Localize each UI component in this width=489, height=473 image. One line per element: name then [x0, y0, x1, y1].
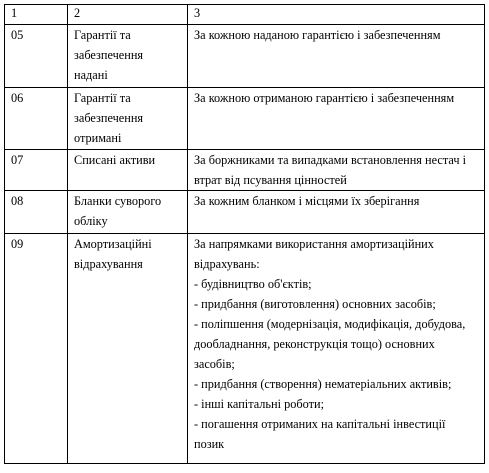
row-code: 05 — [5, 25, 68, 88]
header-cell-2: 2 — [68, 5, 188, 25]
table-row — [5, 191, 485, 234]
row-name: Списані активи — [68, 150, 188, 191]
row-code: 08 — [5, 191, 68, 234]
row-name: Гарантії та забезпечення отримані — [68, 88, 188, 150]
row-code: 06 — [5, 88, 68, 150]
row-code: 07 — [5, 150, 68, 191]
row-description: За боржниками та випадками встановлення нестач і втрат від псування цінностей — [188, 150, 485, 191]
header-cell-1: 1 — [5, 5, 68, 25]
table-row — [5, 150, 485, 191]
row-description: За напрямками використання амортизаційних відрахувань: - будівництво об'єктів; - придбання (виготовлення) основних засобів; - поліпшення (модернізація, модифікація, добудова, дообладнання, реконструкція тощо) основних засобів; - придбання (створення) нематеріальних активів; - інші капітальні роботи; - погашення отриманих на капітальні інвестиції позик — [188, 234, 485, 464]
header-row — [5, 5, 485, 25]
row-name: Амортизаційні відрахування — [68, 234, 188, 464]
table-row — [5, 25, 485, 88]
table-row — [5, 88, 485, 150]
row-name: Гарантії та забезпечення надані — [68, 25, 188, 88]
row-description: За кожною наданою гарантією і забезпеченням — [188, 25, 485, 88]
row-name: Бланки суворого обліку — [68, 191, 188, 234]
row-description: За кожним бланком і місцями їх зберігання — [188, 191, 485, 234]
accounts-table — [4, 4, 485, 464]
row-code: 09 — [5, 234, 68, 464]
row-description: За кожною отриманою гарантією і забезпеченням — [188, 88, 485, 150]
table-row — [5, 234, 485, 464]
header-cell-3: 3 — [188, 5, 485, 25]
